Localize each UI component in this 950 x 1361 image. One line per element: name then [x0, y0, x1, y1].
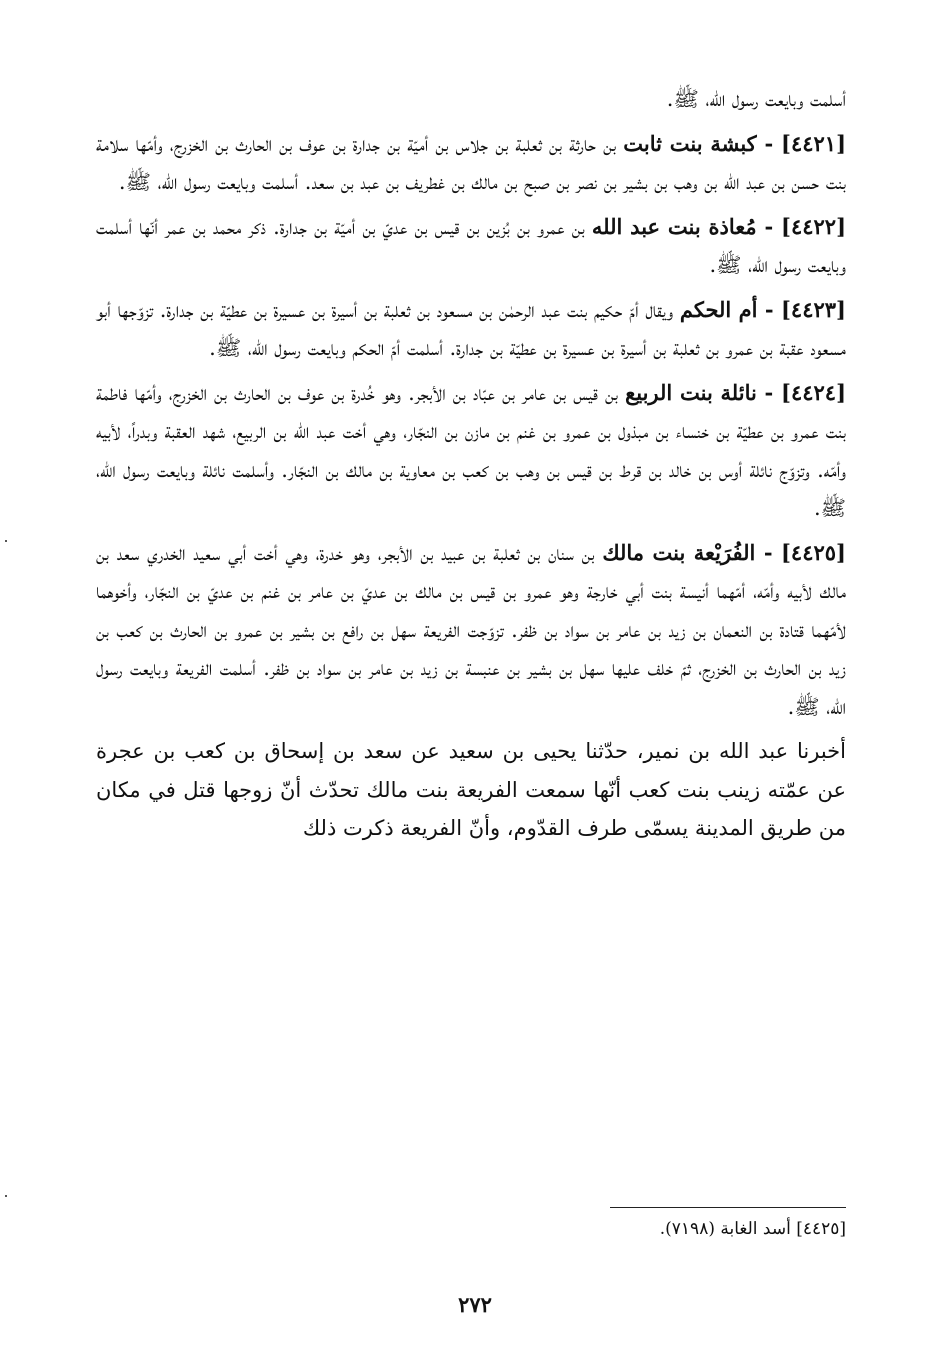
entry-number: [٤٤٢٢] - — [756, 213, 846, 239]
narration-paragraph — [96, 732, 846, 848]
scan-dot — [5, 1195, 7, 1197]
entry-text: بن سنان بن ثعلبة بن عبيد بن الأبجر، وهو خدرة، وهي أخت أبي سعيد الخدري سعد بن مالك لأبيه وأمّه، أمّهما أنيسة بنت أبي خارجة وهو عمرو بن قيس بن مالك بن عديّ بن عامر بن غنم بن عديّ بن النجّار، وأخوهما لأمّهما قتادة بن النعمان بن زيد بن عامر بن سواد بن ظفر. تزوّجت الفريعة سهل بن رافع بن بشير بن عمرو بن الحارث بن كعب بن زيد بن الحارث بن الخزرج، ثمّ خلف عليها سهل بن بشير بن عنبسة بن زيد بن عامر بن سواد بن ظفر. أسلمت الفريعة وبايعت رسول الله، ﷺ. — [96, 540, 846, 719]
entry-4423 — [96, 291, 846, 368]
entry-text: بن قيس بن عامر بن عبّاد بن الأبجر. وهو خُدرة بن عوف بن الحارث بن الخزرج، وأمّها فاطمة بنت عمرو بن عطيّة بن خنساء بن مبذول بن عمرو بن غنم بن مازن بن النجّار، وهي أخت عبد الله بن الربيع، شهد العقبة وبدراً، لأبيه وأمّه. وتزوّج نائلة أوس بن خالد بن قرط بن قيس بن وهب بن كعب بن معاوية بن مالك بن النجّار. وأسلمت نائلة وبايعت رسول الله، ﷺ. — [96, 380, 846, 520]
footnote: [٤٤٢٥] أسد الغابة (٧١٩٨). — [659, 1219, 846, 1239]
footnote-divider — [610, 1207, 846, 1208]
paragraph-continuation — [96, 80, 846, 119]
entry-text: ويقال أمّ حكيم بنت عبد الرحمٰن بن مسعود بن ثعلبة بن أسيرة بن عسيرة بن عطيّة بن جدارة. تزوّجها أبو مسعود عقبة بن عمرو بن ثعلبة بن أسيرة بن عسيرة بن عطيّة بن جدارة. أسلمت أمّ الحكم وبايعت رسول الله، ﷺ. — [96, 297, 846, 360]
page-number: ٢٧٢ — [458, 1292, 492, 1317]
entry-4421 — [96, 125, 846, 202]
paragraph-text: أسلمت وبايعت رسول الله، ﷺ. — [666, 87, 846, 111]
entry-text: بن حارثة بن ثعلبة بن جلاس بن أميّة بن جدارة بن عوف بن الحارث بن الخزرج، وأمّها سلامة بنت حسن بن عبد الله بن وهب بن بشير بن نصر بن صبح بن مالك بن غطريف بن عبد بن سعد. أسلمت وبايعت رسول الله، ﷺ. — [96, 131, 846, 194]
entry-name: مُعاذة بنت عبد الله — [591, 213, 757, 239]
scan-dot — [5, 540, 7, 542]
entry-name: أم الحكم — [679, 296, 758, 322]
entry-4424 — [96, 374, 846, 528]
paragraph-text: أخبرنا عبد الله بن نمير، حدّثنا يحيى بن سعيد عن سعد بن إسحاق بن كعب بن عجرة عن عمّته زينب بنت كعب أنّها سمعت الفريعة بنت مالك تحدّث أنّ زوجها قتل في مكان من طريق المدينة يسمّى طرف القدّوم، وأنّ الفريعة ذكرت ذلك — [96, 739, 846, 840]
entry-number: [٤٤٢٣] - — [757, 296, 846, 322]
entry-4422 — [96, 208, 846, 285]
entry-name: نائلة بنت الربيع — [625, 379, 757, 405]
entry-number: [٤٤٢٤] - — [756, 379, 847, 405]
entry-number: [٤٤٢٥] - — [755, 539, 846, 565]
entry-name: كبشة بنت ثابت — [623, 130, 757, 156]
entry-4425 — [96, 534, 846, 727]
entry-number: [٤٤٢١] - — [756, 130, 846, 156]
entry-text: بن عمرو بن بُزين بن قيس بن عديّ بن أميّة بن جدارة. ذكر محمد بن عمر أنّها أسلمت وبايعت رسول الله، ﷺ. — [96, 214, 846, 277]
main-text — [96, 80, 846, 854]
entry-name: الفُرَيْعة بنت مالك — [602, 539, 756, 565]
